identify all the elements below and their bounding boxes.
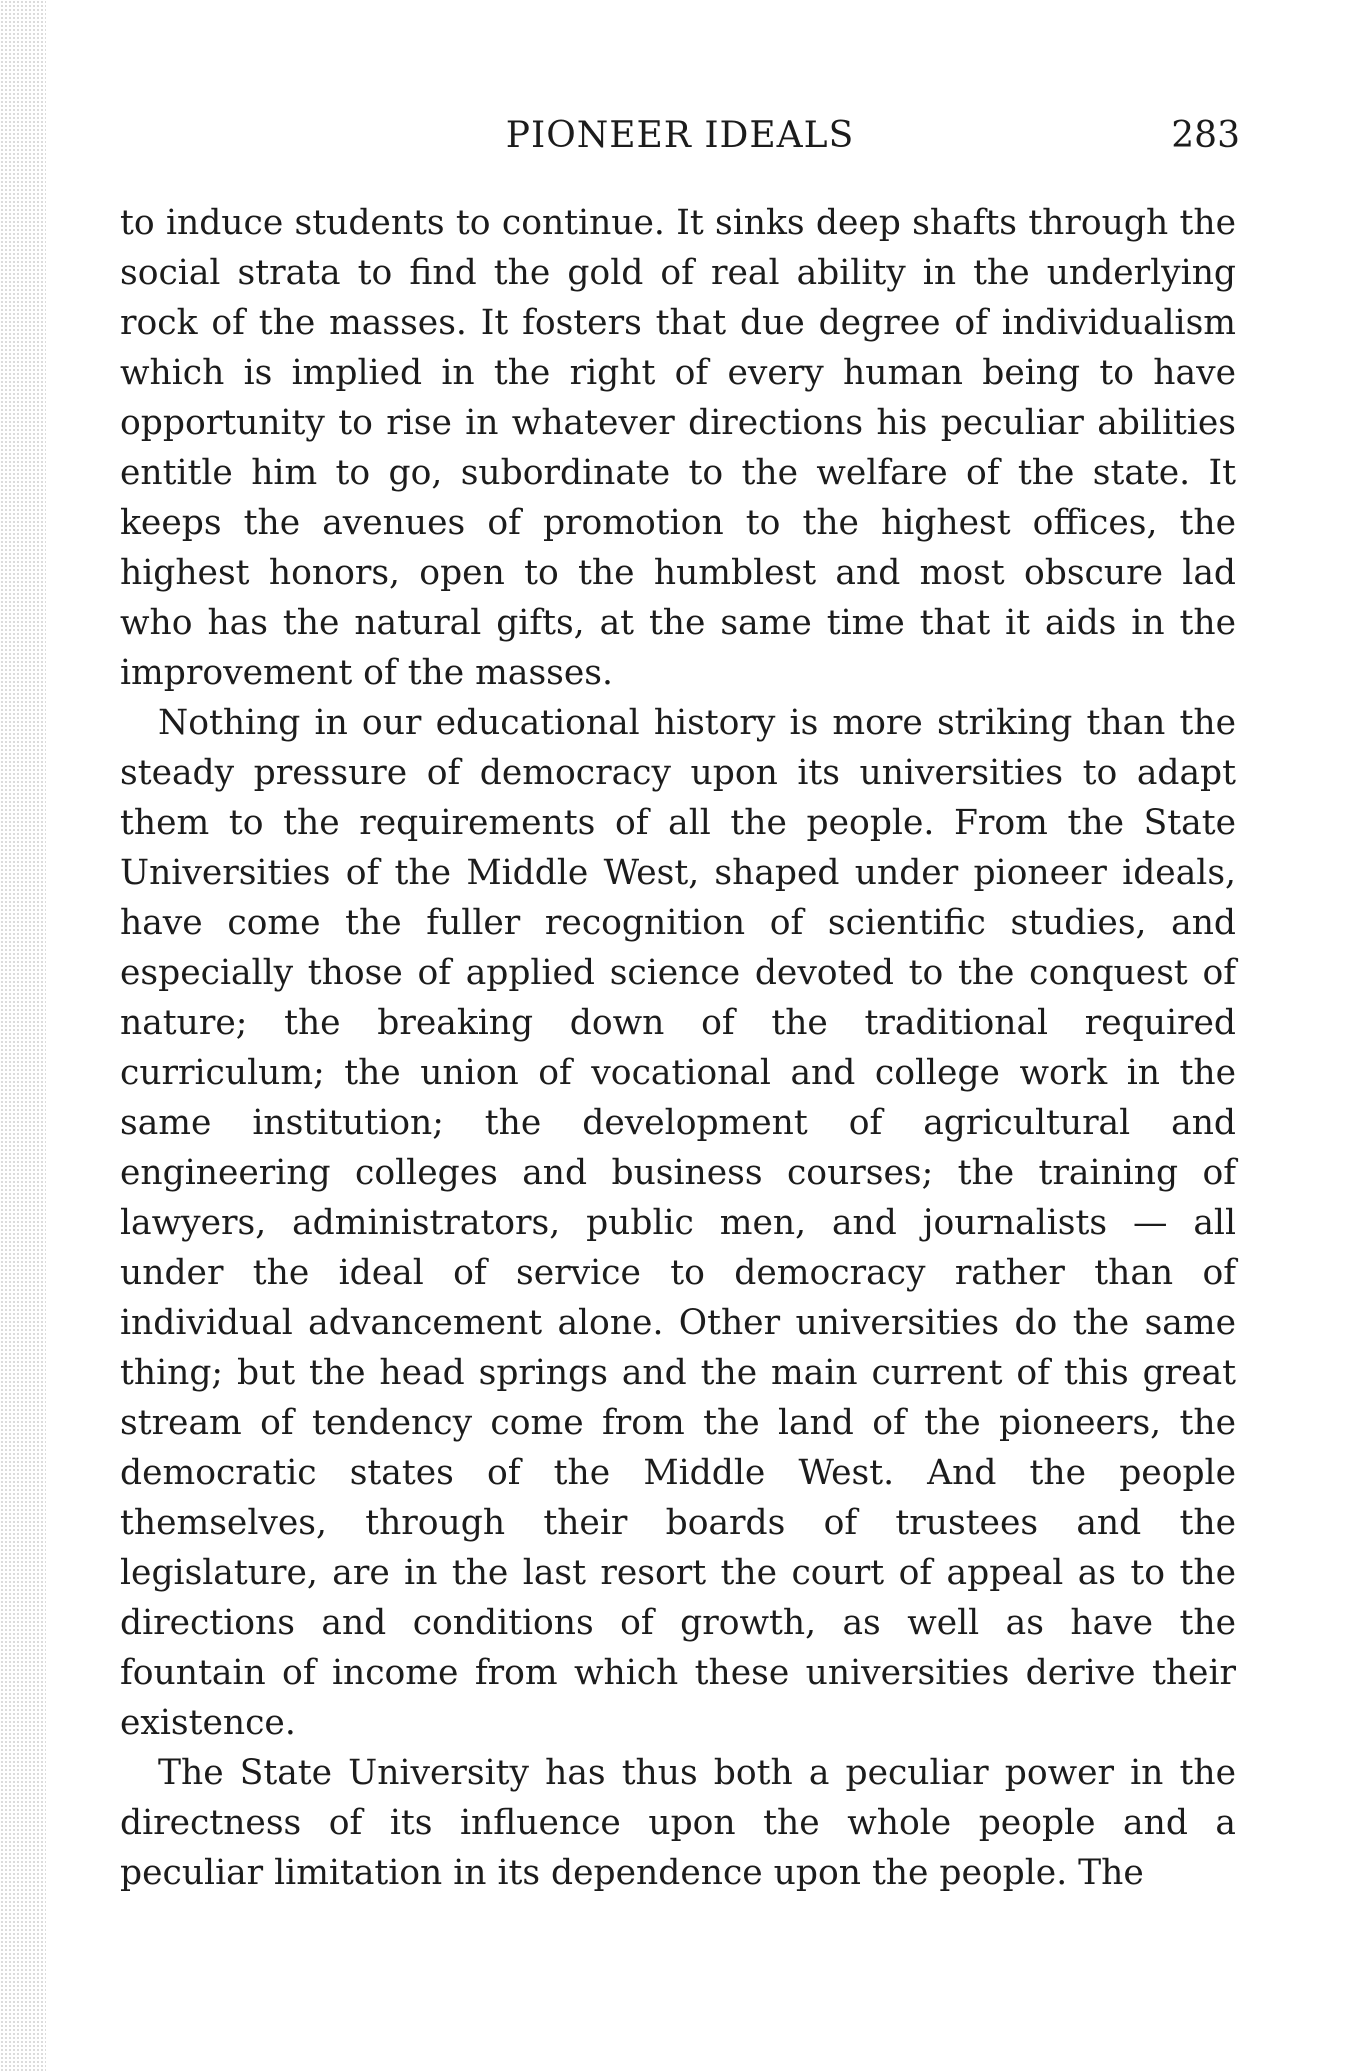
running-title: PIONEER IDEALS <box>505 115 855 156</box>
paragraph-continuation: to induce students to continue. It sinks deep shafts through the social strata to find the gold of real ability in the underlying rock of the masses. It fosters that due degree of individualism which is implied in the right of every human being to have opportunity to rise in whatever directions his peculiar abilities entitle him to go, subordinate to the welfare of the state. It keeps the avenues of promotion to the highest offices, the highest honors, open to the humblest and most obscure lad who has the natural gifts, at the same time that it aids in the improvement of the masses. <box>120 203 1236 693</box>
paragraph-state-university: The State University has thus both a peculiar power in the directness of its influence upon the whole people and a peculiar limitation in its dependence upon the people. The <box>120 1753 1236 1893</box>
running-head <box>120 115 1240 165</box>
page-number: 283 <box>1171 115 1240 156</box>
paragraph-educational-history: Nothing in our educational history is more striking than the steady pressure of democracy upon its universities to adapt them to the requirements of all the people. From the State Universities of the Middle West, shaped under pioneer ideals, have come the fuller recognition of scientific studies, and especially those of applied science devoted to the conquest of nature; the breaking down of the traditional required curriculum; the union of vocational and college work in the same institution; the development of agricultural and engineering colleges and business courses; the training of lawyers, administrators, public men, and journalists — all under the ideal of service to democracy rather than of individual advancement alone. Other universities do the same thing; but the head springs and the main current of this great stream of tendency come from the land of the pioneers, the democratic states of the Middle West. And the people themselves, through their boards of trustees and the legislature, are in the last resort the court of appeal as to the directions and conditions of growth, as well as have the fountain of income from which these universities derive their existence. <box>120 703 1236 1743</box>
body-text <box>120 198 1236 1898</box>
page-gutter-shading <box>0 0 46 2072</box>
